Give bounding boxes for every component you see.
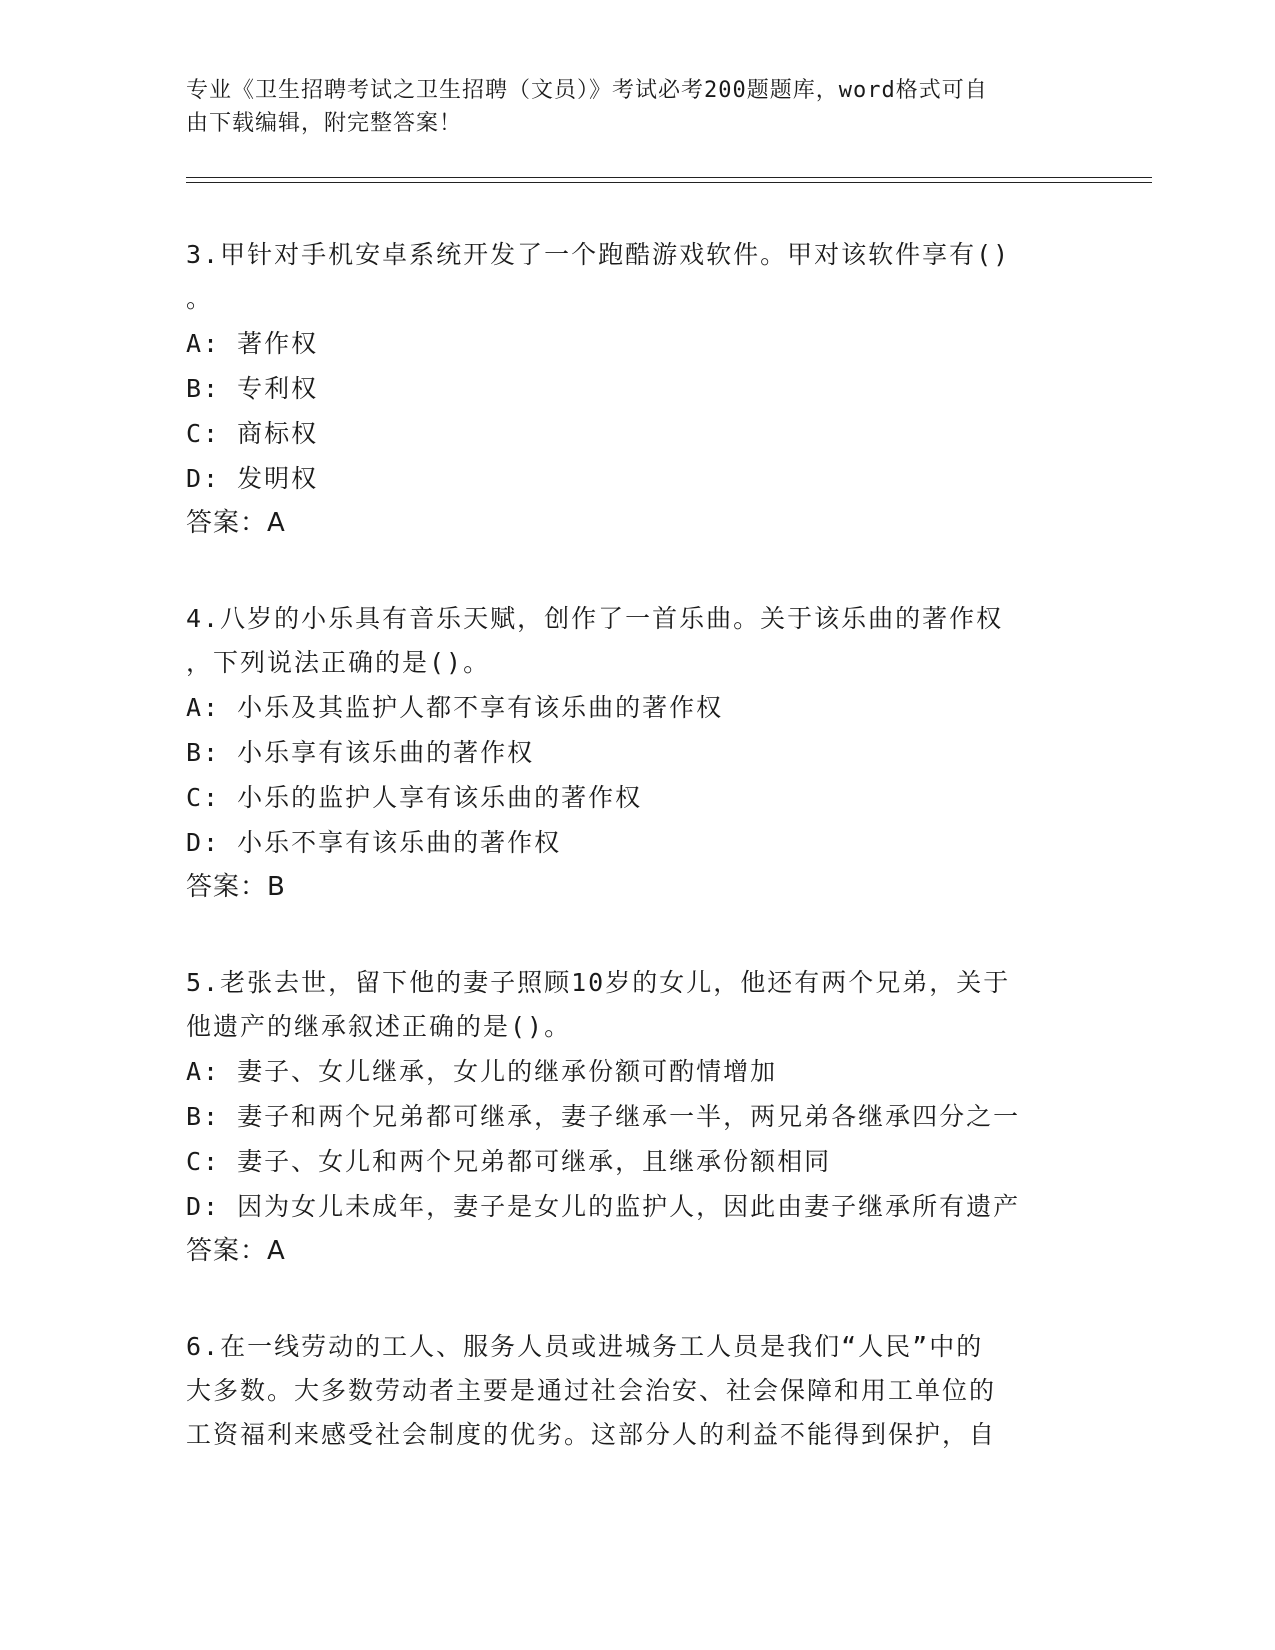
option-a: A: 著作权	[186, 329, 319, 358]
option-c: C: 妻子、女儿和两个兄弟都可继承，且继承份额相同	[186, 1147, 832, 1176]
option-a: A: 小乐及其监护人都不享有该乐曲的著作权	[186, 693, 724, 722]
question-stem-line: 他遗产的继承叙述正确的是()。	[186, 1012, 572, 1041]
question-stem-line: 。	[186, 284, 214, 313]
option-b: B: 小乐享有该乐曲的著作权	[186, 738, 535, 767]
question-6	[186, 1325, 1066, 1457]
option-d: D: 因为女儿未成年，妻子是女儿的监护人，因此由妻子继承所有遗产	[186, 1192, 1021, 1221]
option-b: B: 妻子和两个兄弟都可继承，妻子继承一半，两兄弟各继承四分之一	[186, 1102, 1021, 1131]
question-4	[186, 597, 1066, 910]
question-stem-line: 6.在一线劳动的工人、服务人员或进城务工人员是我们“人民”中的	[186, 1332, 984, 1361]
question-stem-line: 5.老张去世，留下他的妻子照顾10岁的女儿，他还有两个兄弟，关于	[186, 968, 1011, 997]
option-b: B: 专利权	[186, 374, 319, 403]
question-stem-line: 工资福利来感受社会制度的优劣。这部分人的利益不能得到保护，自	[186, 1420, 997, 1449]
header-divider-bottom	[186, 182, 1152, 183]
answer-line: 答案：A	[186, 1236, 286, 1266]
option-d: D: 小乐不享有该乐曲的著作权	[186, 828, 562, 857]
option-c: C: 小乐的监护人享有该乐曲的著作权	[186, 783, 643, 812]
header-divider-top	[186, 177, 1152, 178]
question-stem-line: 4.八岁的小乐具有音乐天赋，创作了一首乐曲。关于该乐曲的著作权	[186, 604, 1004, 633]
question-stem-line: 3.甲针对手机安卓系统开发了一个跑酷游戏软件。甲对该软件享有()	[186, 240, 1011, 269]
question-3	[186, 233, 1066, 546]
option-c: C: 商标权	[186, 419, 319, 448]
question-stem-line: 大多数。大多数劳动者主要是通过社会治安、社会保障和用工单位的	[186, 1376, 997, 1405]
intro-line: 专业《卫生招聘考试之卫生招聘（文员）》考试必考200题题库，word格式可自	[186, 78, 988, 103]
document-intro	[186, 74, 1066, 140]
intro-line: 由下载编辑，附完整答案！	[186, 111, 463, 136]
option-a: A: 妻子、女儿继承，女儿的继承份额可酌情增加	[186, 1057, 778, 1086]
answer-line: 答案：B	[186, 872, 286, 902]
answer-line: 答案：A	[186, 508, 286, 538]
question-stem-line: ，下列说法正确的是()。	[186, 648, 491, 677]
question-5	[186, 961, 1066, 1274]
option-d: D: 发明权	[186, 464, 319, 493]
